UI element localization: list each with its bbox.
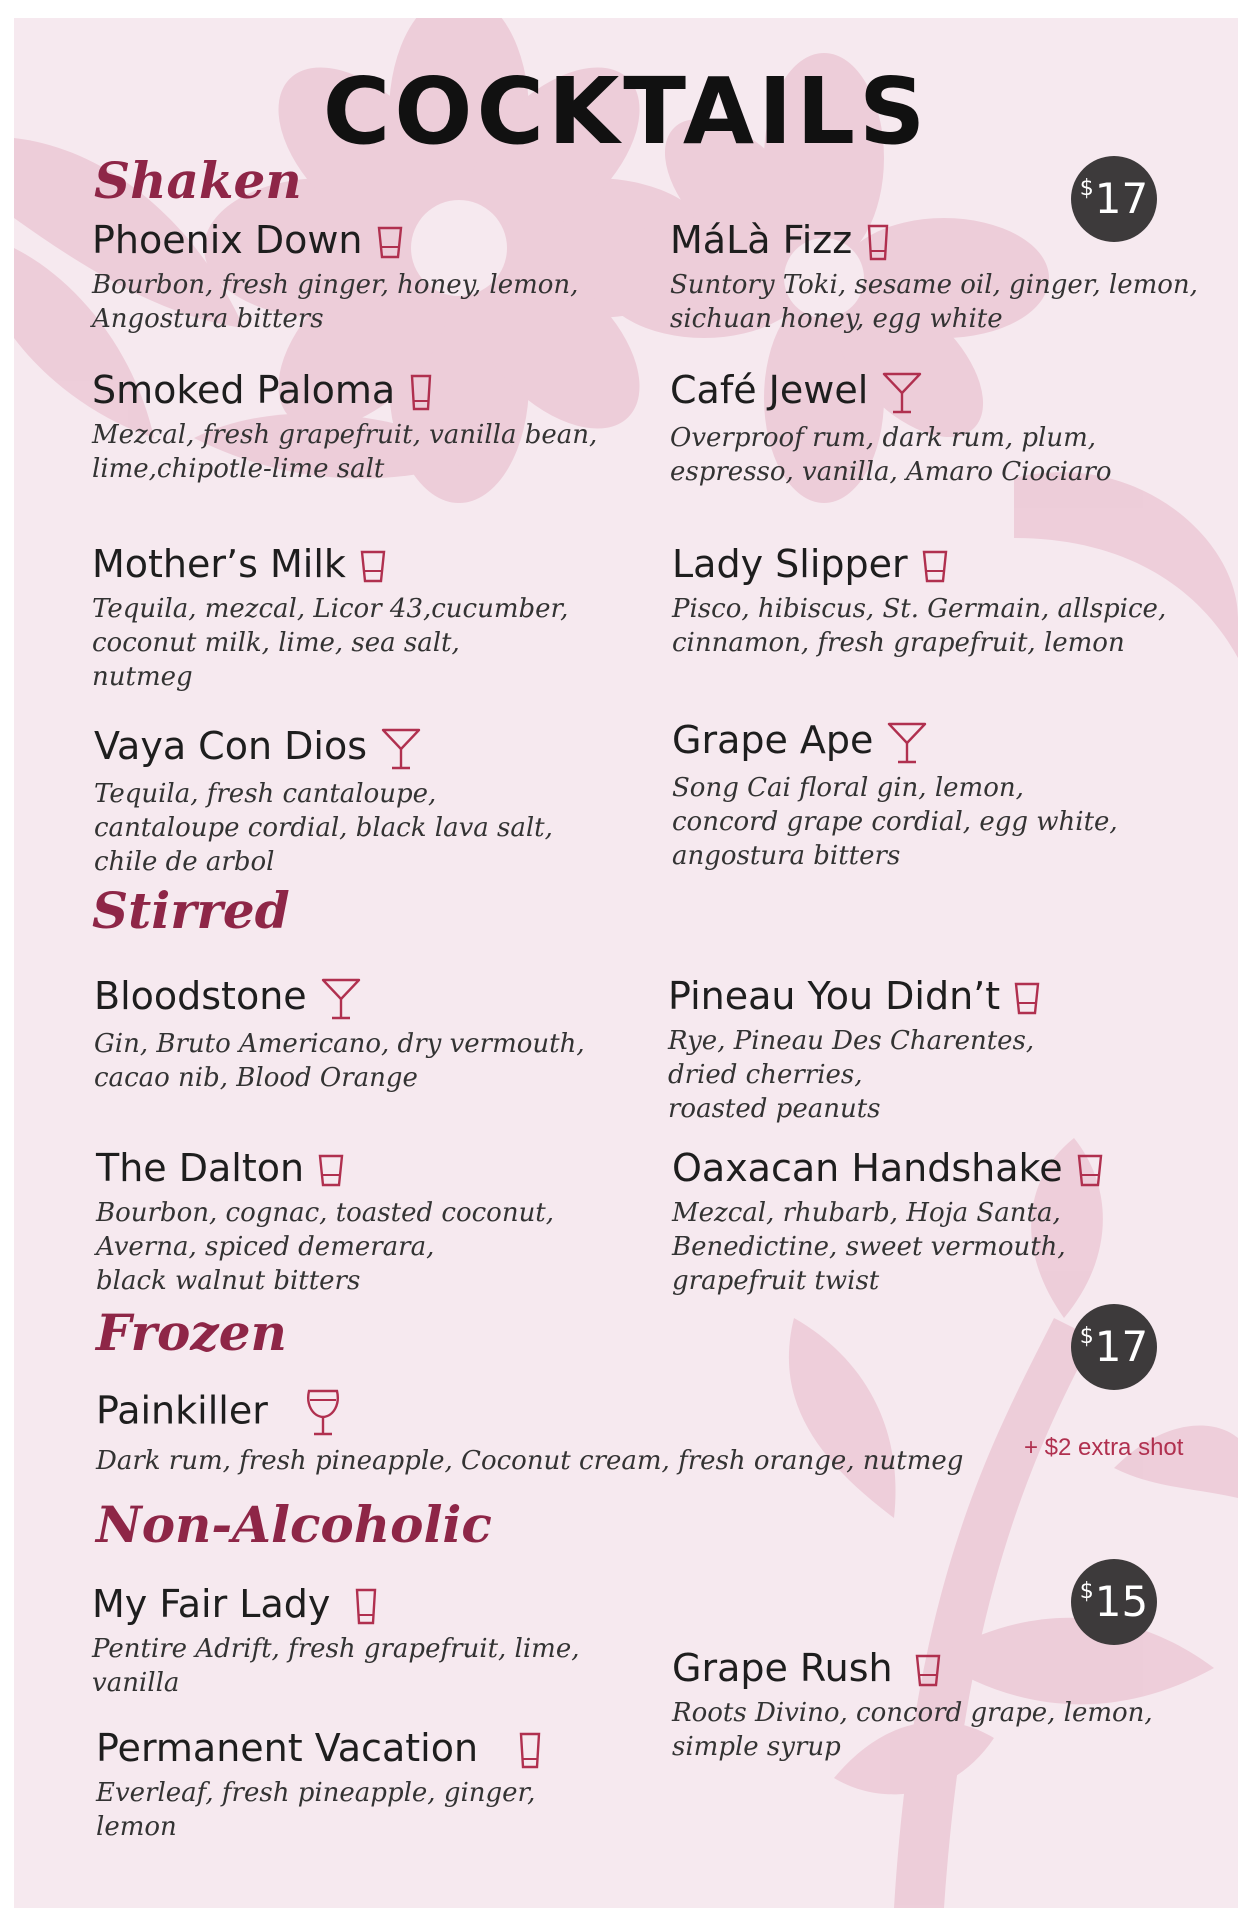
rocks-glass-icon <box>915 1654 941 1688</box>
item-name: Smoked Paloma <box>92 368 396 412</box>
rocks-glass-icon <box>1077 1154 1103 1188</box>
collins-glass-icon <box>518 1732 542 1770</box>
item-description: Pentire Adrift, fresh grapefruit, lime, vanilla <box>92 1633 580 1698</box>
rocks-glass-icon <box>318 1154 344 1188</box>
menu-item-pineau-you-didnt <box>668 976 1040 1126</box>
item-name: Painkiller <box>96 1388 268 1433</box>
item-name: Permanent Vacation <box>96 1726 479 1770</box>
item-name: Vaya Con Dios <box>94 724 367 768</box>
menu-item-phoenix-down <box>92 220 578 336</box>
item-name: MáLà Fizz <box>670 218 853 262</box>
rocks-glass-icon <box>377 226 403 260</box>
price-currency-non-alcoholic: $ <box>1079 1579 1094 1604</box>
item-description: Mezcal, fresh grapefruit, vanilla bean, lime,chipotle-lime salt <box>92 419 598 484</box>
item-name: The Dalton <box>96 1146 305 1190</box>
item-description: Mezcal, rhubarb, Hoja Santa, Benedictine, sweet vermouth, grapefruit twist <box>672 1197 1066 1296</box>
item-name: My Fair Lady <box>92 1582 331 1626</box>
rocks-glass-icon <box>922 550 948 584</box>
menu-item-painkiller <box>96 1388 963 1478</box>
item-name: Grape Rush <box>672 1646 893 1690</box>
menu-item-bloodstone <box>94 976 585 1095</box>
menu-item-cafe-jewel <box>670 370 1112 489</box>
item-description: Bourbon, fresh ginger, honey, lemon, Angostura bitters <box>92 269 579 334</box>
section-heading-non-alcoholic: Non-Alcoholic <box>96 1495 492 1554</box>
martini-glass-icon <box>887 721 927 765</box>
collins-glass-icon <box>354 1588 378 1626</box>
price-value-cocktails: 17 <box>1094 174 1149 223</box>
item-name: Bloodstone <box>94 974 307 1018</box>
item-name: Grape Ape <box>672 718 874 762</box>
item-description: Tequila, mezcal, Licor 43,cucumber, coconut milk, lime, sea salt, nutmeg <box>92 593 569 692</box>
martini-glass-icon <box>381 727 421 771</box>
item-description: Overproof rum, dark rum, plum, espresso, vanilla, Amaro Ciociaro <box>670 422 1112 487</box>
menu-item-permanent-vacation <box>96 1728 542 1844</box>
price-value-frozen: 17 <box>1094 1322 1149 1371</box>
item-name: Oaxacan Handshake <box>672 1146 1063 1190</box>
martini-glass-icon <box>321 977 361 1021</box>
wine-glass-icon <box>304 1388 342 1438</box>
section-heading-frozen: Frozen <box>96 1303 287 1362</box>
section-heading-stirred: Stirred <box>92 881 290 940</box>
menu-item-lady-slipper <box>672 544 1166 660</box>
menu-page <box>14 18 1238 1908</box>
menu-item-smoked-paloma <box>92 370 597 486</box>
item-name: Pineau You Didn’t <box>668 974 1001 1018</box>
price-badge-non-alcoholic <box>1071 1559 1157 1645</box>
item-description: Roots Divino, concord grape, lemon, simple syrup <box>672 1697 1153 1762</box>
rocks-glass-icon <box>360 550 386 584</box>
item-description: Pisco, hibiscus, St. Germain, allspice, cinnamon, fresh grapefruit, lemon <box>672 593 1167 658</box>
price-currency-cocktails: $ <box>1079 176 1094 201</box>
menu-item-grape-ape <box>672 720 1118 873</box>
menu-item-my-fair-lady <box>92 1584 580 1700</box>
item-description: Song Cai floral gin, lemon, concord grape cordial, egg white, angostura bitters <box>672 772 1118 871</box>
menu-item-mala-fizz <box>670 220 1198 336</box>
collins-glass-icon <box>866 224 890 262</box>
item-description: Rye, Pineau Des Charentes, dried cherries, roasted peanuts <box>668 1025 1035 1124</box>
extra-shot-note: + $2 extra shot <box>1024 1434 1184 1461</box>
item-name: Phoenix Down <box>92 218 363 262</box>
price-badge-frozen <box>1071 1304 1157 1390</box>
menu-title: COCKTAILS <box>322 58 930 165</box>
item-description: Tequila, fresh cantaloupe, cantaloupe cordial, black lava salt, chile de arbol <box>94 778 553 877</box>
price-value-non-alcoholic: 15 <box>1094 1577 1149 1626</box>
collins-glass-icon <box>409 374 433 412</box>
item-description: Everleaf, fresh pineapple, ginger, lemon <box>96 1777 536 1842</box>
item-name: Mother’s Milk <box>92 542 346 586</box>
menu-item-vaya-con-dios <box>94 726 553 879</box>
item-description: Dark rum, fresh pineapple, Coconut cream, fresh orange, nutmeg <box>96 1446 964 1476</box>
item-description: Gin, Bruto Americano, dry vermouth, cacao nib, Blood Orange <box>94 1028 585 1093</box>
rocks-glass-icon <box>1014 982 1040 1016</box>
item-name: Café Jewel <box>670 368 869 412</box>
menu-item-the-dalton <box>96 1148 554 1298</box>
item-name: Lady Slipper <box>672 542 908 586</box>
item-description: Suntory Toki, sesame oil, ginger, lemon, sichuan honey, egg white <box>670 269 1198 334</box>
menu-item-mothers-milk <box>92 544 568 694</box>
menu-item-oaxacan-handshake <box>672 1148 1103 1298</box>
price-currency-frozen: $ <box>1079 1324 1094 1349</box>
section-heading-shaken: Shaken <box>94 151 302 210</box>
martini-glass-icon <box>882 371 922 415</box>
item-description: Bourbon, cognac, toasted coconut, Averna, spiced demerara, black walnut bitters <box>96 1197 555 1296</box>
menu-item-grape-rush <box>672 1648 1153 1764</box>
